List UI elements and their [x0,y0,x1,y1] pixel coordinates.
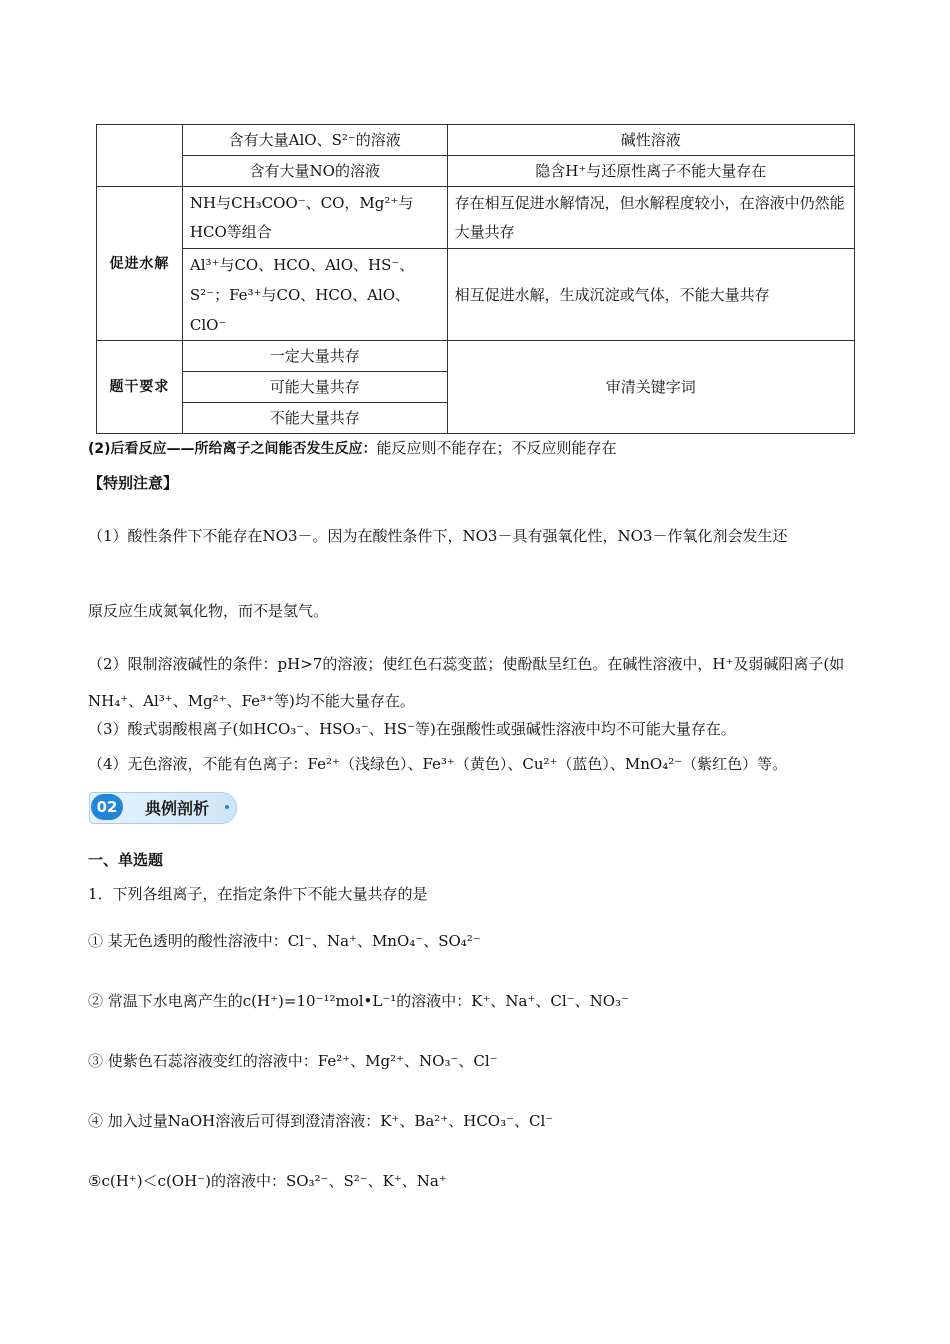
option-2: ② 常温下水电离产生的c(H⁺)=10⁻¹²mol•L⁻¹的溶液中：K⁺、Na⁺、Cl⁻、NO₃⁻ [88,992,629,1010]
table-cell: 一定大量共存 [182,341,447,372]
table-cell: 不能大量共存 [182,403,447,434]
table-cell: NH与CH₃COO⁻、CO，Mg²⁺与HCO等组合 [182,187,447,249]
table-cell: 隐含H⁺与还原性离子不能大量存在 [447,156,854,187]
option-4: ④ 加入过量NaOH溶液后可得到澄清溶液：K⁺、Ba²⁺、HCO₃⁻、Cl⁻ [88,1112,554,1130]
section-title: 一、单选题 [88,851,164,869]
paragraph-2 [88,437,617,458]
option-5: ⑤c(H⁺)＜c(OH⁻)的溶液中：SO₃²⁻、S²⁻、K⁺、Na⁺ [88,1172,447,1190]
banner-dot-icon [225,805,229,809]
notice-1-line-1: （1）酸性条件下不能存在NO3－。因为在酸性条件下，NO3－具有强氧化性，NO3－作氧化剂会发生还 [88,527,788,545]
banner-label: 典例剖析 [145,799,210,818]
notice-4: （4）无色溶液，不能有色离子：Fe²⁺（浅绿色）、Fe³⁺（黄色）、Cu²⁺（蓝色）、MnO₄²⁻（紫红色）等。 [88,755,788,773]
paragraph-2-heading: (2)后看反应——所给离子之间能否发生反应： [88,441,377,457]
table-cell: Al³⁺与CO、HCO、AlO、HS⁻、S²⁻；Fe³⁺与CO、HCO、AlO、ClO⁻ [182,249,447,341]
question-1: 1．下列各组离子，在指定条件下不能大量共存的是 [88,885,428,903]
notice-title: 【特别注意】 [88,474,179,492]
row-group-label: 题干要求 [97,341,183,434]
table-cell: 碱性溶液 [447,125,854,156]
table-cell: 含有大量NO的溶液 [182,156,447,187]
section-banner [89,792,241,824]
table-cell: 含有大量AlO、S²⁻的溶液 [182,125,447,156]
table-cell: 相互促进水解，生成沉淀或气体，不能大量共存 [447,249,854,341]
table-empty-cell [97,125,183,187]
table-cell: 存在相互促进水解情况，但水解程度较小，在溶液中仍然能大量共存 [447,187,854,249]
row-group-label: 促进水解 [97,187,183,341]
paragraph-2-text: 能反应则不能存在；不反应则能存在 [376,439,617,457]
table-cell: 可能大量共存 [182,372,447,403]
ion-coexistence-table [96,124,855,434]
option-3: ③ 使紫色石蕊溶液变红的溶液中：Fe²⁺、Mg²⁺、NO₃⁻、Cl⁻ [88,1052,498,1070]
notice-3: （3）酸式弱酸根离子(如HCO₃⁻、HSO₃⁻、HS⁻等)在强酸性或强碱性溶液中均不可能大量存在。 [88,720,736,738]
option-1: ① 某无色透明的酸性溶液中：Cl⁻、Na⁺、MnO₄⁻、SO₄²⁻ [88,932,481,950]
notice-1-line-2: 原反应生成氮氧化物，而不是氢气。 [88,602,329,620]
notice-2: （2）限制溶液碱性的条件：pH>7的溶液；使红色石蕊变蓝；使酚酞呈红色。在碱性溶液中，H⁺及弱碱阳离子(如NH₄⁺、Al³⁺、Mg²⁺、Fe³⁺等)均不能大量存在。 [88,655,845,710]
table-cell: 审清关键字词 [447,341,854,434]
banner-number: 02 [91,794,123,820]
